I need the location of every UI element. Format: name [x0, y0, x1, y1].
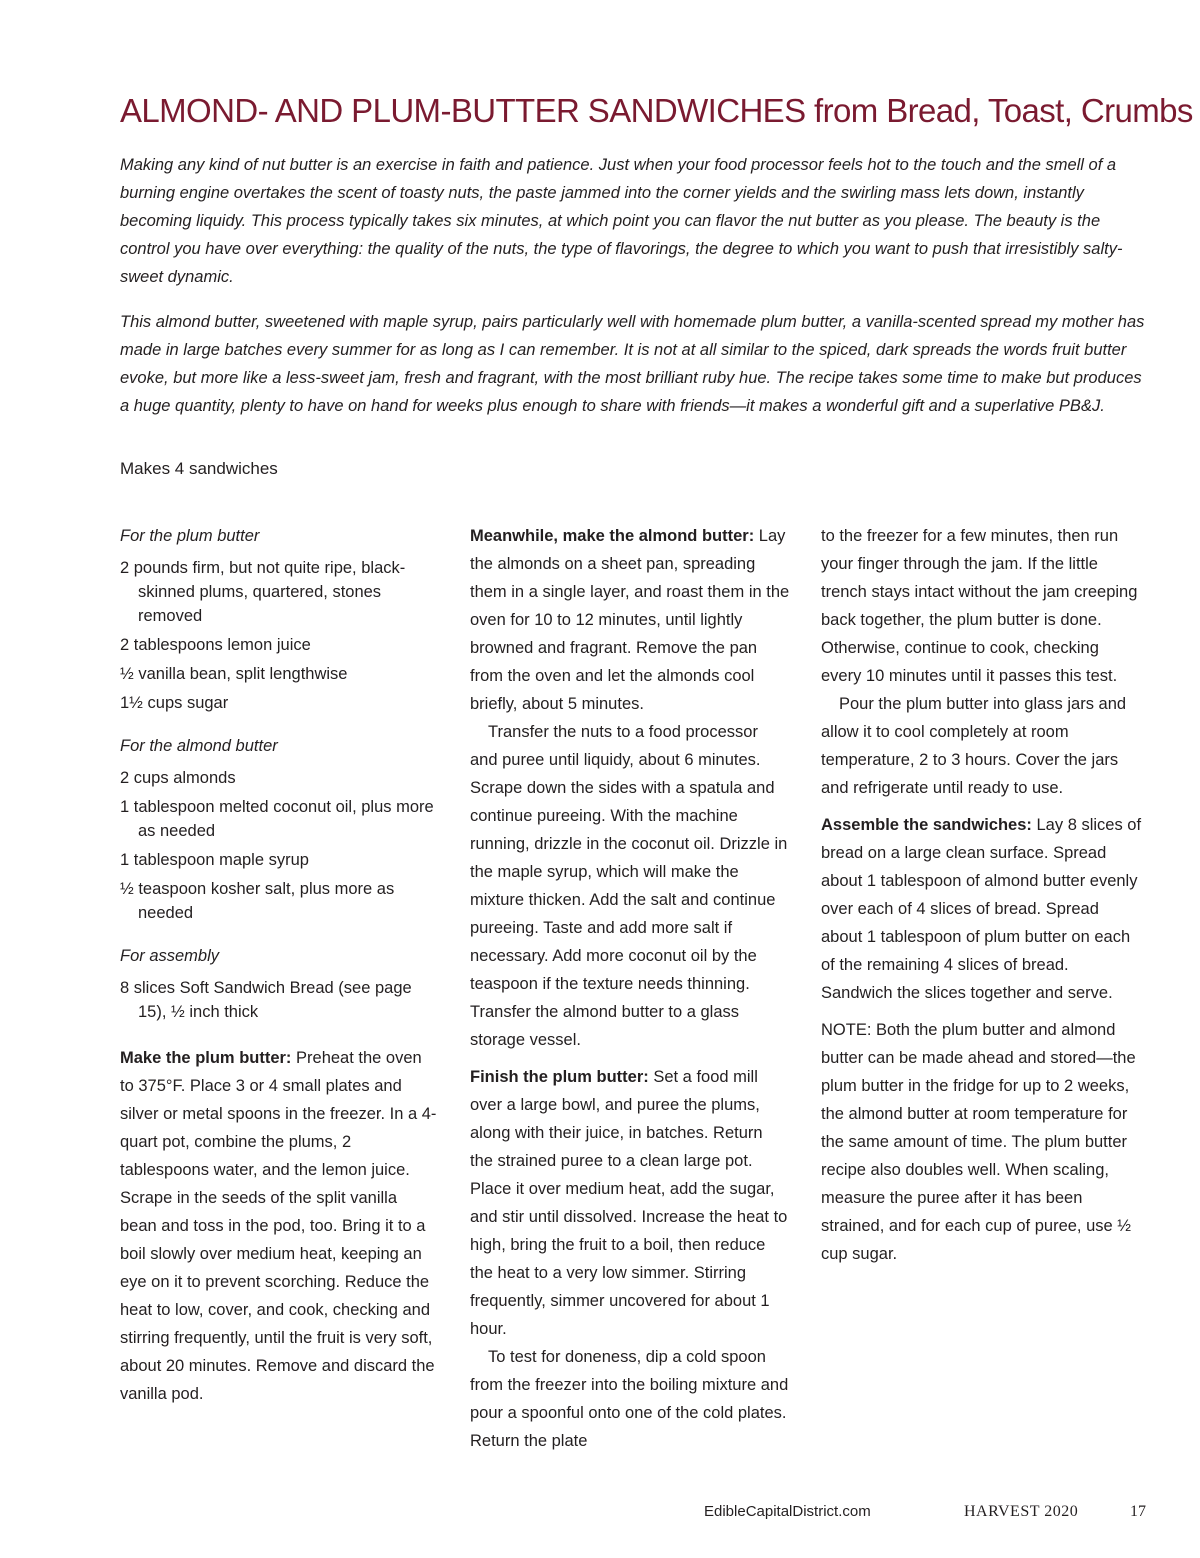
ingredient-item: 1 tablespoon melted coconut oil, plus more as needed	[120, 798, 434, 840]
step-text: Lay 8 slices of bread on a large clean surface. Spread about 1 tablespoon of almond butter evenly over each of 4 slices of bread. Spread about 1 tablespoon of plum butter on each of the remaining 4 slices of bread. Sandwich the slices together and serve.	[821, 816, 1142, 1002]
step-text: Set a food mill over a large bowl, and puree the plums, along with their juice, in batches. Return the strained puree to a clean large pot. Place it over medium heat, add the sugar, and stir until dissolved. Increase the heat to high, bring the fruit to a boil, then reduce the heat to a very low simmer. Stirring frequently, simmer uncovered for about 1 hour.	[470, 1068, 788, 1338]
step-test-doneness: To test for doneness, dip a cold spoon from the freezer into the boiling mixture and pour a spoonful onto one of the cold plates. Return the plate	[470, 1348, 789, 1450]
step-lead: Assemble the sandwiches:	[821, 816, 1032, 834]
column-3	[821, 522, 1143, 1268]
recipe-yield: Makes 4 sandwiches	[120, 459, 278, 478]
ingredient-item: 2 tablespoons lemon juice	[120, 636, 311, 654]
ingredient-item: 2 pounds firm, but not quite ripe, black-skinned plums, quartered, stones removed	[120, 559, 406, 625]
plum-butter-heading: For the plum butter	[120, 527, 260, 545]
page-number: 17	[1130, 1503, 1146, 1520]
recipe-note: NOTE: Both the plum butter and almond butter can be made ahead and stored—the plum butter in the fridge for up to 2 weeks, the almond butter at room temperature for the same amount of time. The plum butter recipe also doubles well. When scaling, measure the puree after it has been strained, and for each cup of puree, use ½ cup sugar.	[821, 1021, 1136, 1263]
step-text: Preheat the oven to 375°F. Place 3 or 4 small plates and silver or metal spoons in the freezer. In a 4-quart pot, combine the plums, 2 tablespoons water, and the lemon juice. Scrape in the seeds of the split vanilla bean and toss in the pod, too. Bring it to a boil slowly over medium heat, keeping an eye on it to prevent scorching. Reduce the heat to low, cover, and cook, checking and stirring frequently, until the fruit is very soft, about 20 minutes. Remove and discard the vanilla pod.	[120, 1049, 437, 1403]
step-make-plum-butter	[120, 1044, 438, 1408]
almond-butter-heading: For the almond butter	[120, 737, 278, 755]
step-assemble-sandwiches	[821, 811, 1143, 1007]
ingredient-item: 8 slices Soft Sandwich Bread (see page 15), ½ inch thick	[120, 979, 412, 1021]
step-text: Lay the almonds on a sheet pan, spreading them in a single layer, and roast them in the oven for 10 to 12 minutes, until lightly browned and fragrant. Remove the pan from the oven and let the almonds cool briefly, about 5 minutes.	[470, 527, 790, 713]
step-lead: Meanwhile, make the almond butter:	[470, 527, 755, 545]
step-transfer-nuts: Transfer the nuts to a food processor and puree until liquidy, about 6 minutes. Scrape down the sides with a spatula and continue pureeing. With the machine running, drizzle in the coconut oil. Drizzle in the maple syrup, which will make the mixture thicken. Add the salt and continue pureeing. Taste and add more salt if necessary. Add more coconut oil by the teaspoon if the texture needs thinning. Transfer the almond butter to a glass storage vessel.	[470, 723, 788, 1049]
step-lead: Finish the plum butter:	[470, 1068, 649, 1086]
ingredient-item: 2 cups almonds	[120, 769, 236, 787]
footer-issue: HARVEST 2020	[964, 1503, 1079, 1520]
assembly-heading: For assembly	[120, 947, 220, 965]
step-pour-jars: Pour the plum butter into glass jars and allow it to cool completely at room temperature, 2 to 3 hours. Cover the jars and refrigerate until ready to use.	[821, 695, 1127, 797]
step-lead: Make the plum butter:	[120, 1049, 292, 1067]
ingredient-item: ½ vanilla bean, split lengthwise	[120, 665, 348, 683]
intro-paragraph-2: This almond butter, sweetened with maple syrup, pairs particularly well with homemade plum butter, a vanilla-scented spread my mother has made in large batches every summer for as long as I can remember. It is not at all similar to the spiced, dark spreads the words fruit butter evoke, but more like a less-sweet jam, fresh and fragrant, with the most brilliant ruby hue. The recipe takes some time to make but produces a huge quantity, plenty to have on hand for weeks plus enough to share with friends—it makes a wonderful gift and a superlative PB&J.	[120, 313, 1145, 415]
column-2	[470, 522, 790, 1455]
ingredient-item: ½ teaspoon kosher salt, plus more as needed	[120, 880, 395, 922]
recipe-title: ALMOND- AND PLUM-BUTTER SANDWICHES from Bread, Toast, Crumbs	[120, 92, 1193, 129]
step-finish-plum-butter	[470, 1063, 790, 1343]
ingredient-item: 1 tablespoon maple syrup	[120, 851, 309, 869]
intro-paragraph-1: Making any kind of nut butter is an exercise in faith and patience. Just when your food processor feels hot to the touch and the smell of a burning engine overtakes the scent of toasty nuts, the paste jammed into the corner yields and the swirling mass lets down, instantly becoming liquidy. This process typically takes six minutes, at which point you can flavor the nut butter as you please. The beauty is the control you have over everything: the quality of the nuts, the type of flavorings, the degree to which you want to push that irresistibly salty-sweet dynamic.	[120, 156, 1123, 286]
step-make-almond-butter	[470, 522, 790, 718]
step-test-doneness-continued: to the freezer for a few minutes, then run your finger through the jam. If the little trench stays intact without the jam creeping back together, the plum butter is done. Otherwise, continue to cook, checking every 10 minutes until it passes this test.	[821, 527, 1138, 685]
column-1	[120, 522, 438, 1408]
footer-website: EdibleCapitalDistrict.com	[704, 1503, 871, 1520]
ingredient-item: 1½ cups sugar	[120, 694, 229, 712]
